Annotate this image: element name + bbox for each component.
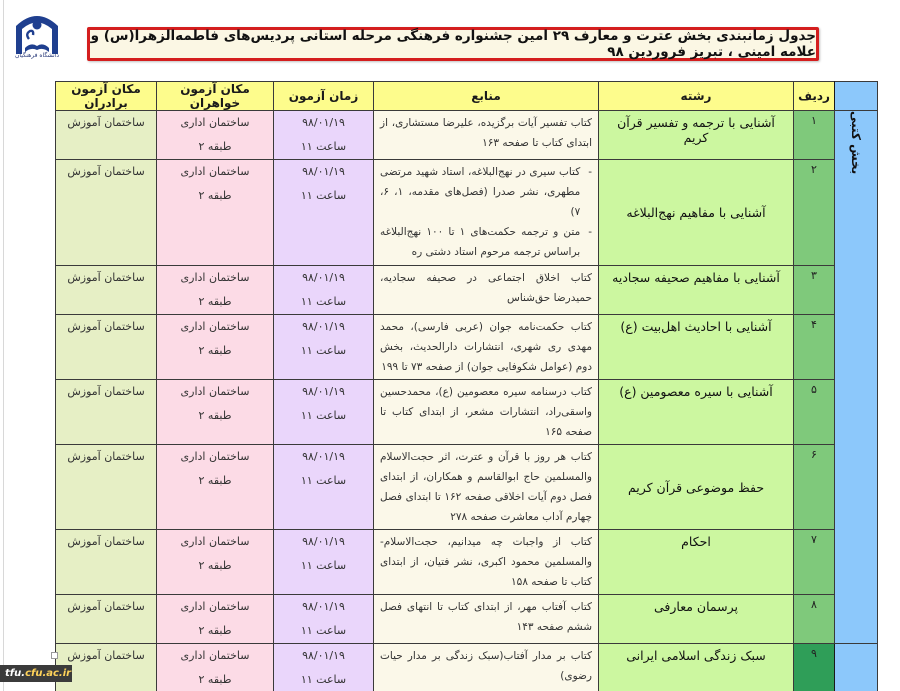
row-time: [274, 160, 374, 266]
sisters-building: ساختمان اداری: [180, 320, 250, 333]
row-index: ۸: [794, 595, 835, 644]
table-row: [56, 111, 878, 160]
row-field: آشنایی با ترجمه و تفسیر قرآن کریم: [599, 111, 794, 160]
row-index: ۶: [794, 445, 835, 530]
schedule-table: [55, 81, 878, 691]
exam-hour: ساعت ۱۱: [300, 344, 347, 357]
logo-emblem-icon: [12, 8, 62, 58]
row-brothers-location: ساختمان آموزش: [56, 445, 157, 530]
row-brothers-location: ساختمان آموزش: [56, 160, 157, 266]
row-brothers-location: ساختمان آموزش: [56, 111, 157, 160]
row-time: [274, 111, 374, 160]
row-time: [274, 315, 374, 380]
table-resize-handle[interactable]: [51, 652, 58, 659]
table-row: [56, 644, 878, 691]
source-text: کتاب درسنامه سیره معصومین (ع)، محمدحسین واسقی‌راد، انتشارات مشعر، از ابتدای کتاب تا صفحه ۱۶۵: [380, 386, 592, 438]
row-field: آشنایی با سیره معصومین (ع): [599, 380, 794, 445]
sisters-building: ساختمان اداری: [180, 385, 250, 398]
section-cell-empty: [835, 644, 878, 691]
header-time: زمان آزمون: [274, 82, 374, 111]
watermark-domain: cfu.ac.ir: [25, 668, 72, 679]
source-text: کتاب هر روز با قرآن و عترت، اثر حجت‌الاسلام والمسلمین حاج ابوالقاسم و همکاران، از ابتدای فصل دوم آیات اخلاقی صفحه ۱۶۲ تا ابتدای فصل چهارم آداب معاشرت صفحه ۲۷۸: [380, 451, 592, 523]
exam-hour: ساعت ۱۱: [300, 140, 347, 153]
source-bullet: - متن و ترجمه حکمت‌های ۱ تا ۱۰۰ نهج‌البلاغه براساس ترجمه مرحوم استاد دشتی ره: [380, 222, 592, 262]
sisters-building: ساختمان اداری: [180, 649, 250, 662]
exam-hour: ساعت ۱۱: [300, 409, 347, 422]
row-sisters-location: [157, 111, 274, 160]
table-row: [56, 530, 878, 595]
row-sisters-location: [157, 266, 274, 315]
row-time: [274, 266, 374, 315]
row-time: [274, 595, 374, 644]
sisters-floor: طبقه ۲: [198, 409, 232, 422]
exam-hour: ساعت ۱۱: [300, 673, 347, 686]
sisters-building: ساختمان اداری: [180, 165, 250, 178]
row-time: [274, 530, 374, 595]
section-label: بخش کتبی: [849, 111, 863, 175]
exam-date: ۹۸/۰۱/۱۹: [302, 535, 345, 548]
row-sisters-location: [157, 315, 274, 380]
exam-date: ۹۸/۰۱/۱۹: [302, 385, 345, 398]
exam-hour: ساعت ۱۱: [300, 559, 347, 572]
logo-caption: دانشگاه فرهنگیان: [14, 52, 60, 59]
row-brothers-location: ساختمان آموزش: [56, 530, 157, 595]
university-logo: [12, 8, 62, 70]
header-section-cell: [835, 82, 878, 111]
source-text: متن و ترجمه حکمت‌های ۱ تا ۱۰۰ نهج‌البلاغه براساس ترجمه مرحوم استاد دشتی ره: [380, 226, 581, 258]
row-brothers-location: ساختمان آموزش: [56, 315, 157, 380]
sisters-floor: طبقه ۲: [198, 295, 232, 308]
source-text: کتاب آفتاب مهر، از ابتدای کتاب تا انتهای فصل ششم صفحه ۱۴۳: [380, 601, 592, 633]
table-header-row: [56, 82, 878, 111]
row-index: ۹: [794, 644, 835, 691]
sisters-building: ساختمان اداری: [180, 116, 250, 129]
row-field: حفظ موضوعی قرآن کریم: [599, 445, 794, 530]
header-sisters-location: مکان آزمون خواهران: [157, 82, 274, 111]
exam-hour: ساعت ۱۱: [300, 624, 347, 637]
row-time: [274, 445, 374, 530]
exam-date: ۹۸/۰۱/۱۹: [302, 450, 345, 463]
site-watermark: [0, 665, 72, 682]
page-edge-rule: [3, 0, 4, 691]
exam-date: ۹۸/۰۱/۱۹: [302, 271, 345, 284]
row-brothers-location: ساختمان آموزش: [56, 644, 157, 691]
sisters-floor: طبقه ۲: [198, 189, 232, 202]
exam-date: ۹۸/۰۱/۱۹: [302, 649, 345, 662]
row-field: آشنایی با مفاهیم صحیفه سجادیه: [599, 266, 794, 315]
page-title: جدول زمانبندی بخش عترت و معارف ۲۹ امین جشنواره فرهنگی مرحله استانی پردیس‌های فاطمه‌الزهرا(س) و علامه امینی ، تبریز فروردین ۹۸: [87, 27, 819, 61]
row-sisters-location: [157, 644, 274, 691]
row-sources: [374, 530, 599, 595]
exam-date: ۹۸/۰۱/۱۹: [302, 320, 345, 333]
row-sources: [374, 445, 599, 530]
row-field: آشنایی با احادیث اهل‌بیت (ع): [599, 315, 794, 380]
row-index: ۱: [794, 111, 835, 160]
exam-hour: ساعت ۱۱: [300, 189, 347, 202]
row-field: آشنایی با مفاهیم نهج‌البلاغه: [599, 160, 794, 266]
header-sources: منابع: [374, 82, 599, 111]
table-row: [56, 160, 878, 266]
source-bullet: - کتاب سیری در نهج‌البلاغه، استاد شهید مرتضی مطهری، نشر صدرا (فصل‌های مقدمه، ۱، ۶، ۷): [380, 162, 592, 222]
row-sources: [374, 644, 599, 691]
row-brothers-location: ساختمان آموزش: [56, 595, 157, 644]
sisters-floor: طبقه ۲: [198, 344, 232, 357]
header-index: ردیف: [794, 82, 835, 111]
exam-date: ۹۸/۰۱/۱۹: [302, 600, 345, 613]
row-index: ۲: [794, 160, 835, 266]
row-field: سبک زندگی اسلامی ایرانی: [599, 644, 794, 691]
source-text: کتاب بر مدار آفتاب(سبک زندگی بر مدار حیات رضوی): [380, 650, 592, 682]
sisters-floor: طبقه ۲: [198, 474, 232, 487]
watermark-prefix: tfu.: [5, 668, 26, 679]
row-sources: [374, 160, 599, 266]
row-index: ۳: [794, 266, 835, 315]
row-sources: [374, 595, 599, 644]
header-field: رشته: [599, 82, 794, 111]
row-brothers-location: ساختمان آموزش: [56, 266, 157, 315]
row-sisters-location: [157, 530, 274, 595]
table-row: [56, 595, 878, 644]
sisters-floor: طبقه ۲: [198, 140, 232, 153]
exam-hour: ساعت ۱۱: [300, 474, 347, 487]
row-field: پرسمان معارفی: [599, 595, 794, 644]
row-sisters-location: [157, 160, 274, 266]
sisters-building: ساختمان اداری: [180, 535, 250, 548]
row-sources: [374, 380, 599, 445]
table-row: [56, 445, 878, 530]
header-brothers-location: مکان آزمون برادران: [56, 82, 157, 111]
exam-hour: ساعت ۱۱: [300, 295, 347, 308]
source-text: کتاب اخلاق اجتماعی در صحیفه سجادیه، حمیدرضا حق‌شناس: [380, 272, 592, 304]
sisters-floor: طبقه ۲: [198, 624, 232, 637]
row-sisters-location: [157, 380, 274, 445]
table-row: [56, 380, 878, 445]
table-row: [56, 266, 878, 315]
row-sisters-location: [157, 595, 274, 644]
exam-date: ۹۸/۰۱/۱۹: [302, 165, 345, 178]
section-label-cell: [835, 111, 878, 644]
row-index: ۴: [794, 315, 835, 380]
sisters-building: ساختمان اداری: [180, 450, 250, 463]
row-time: [274, 644, 374, 691]
source-text: کتاب از واجبات چه میدانیم، حجت‌الاسلام-والمسلمین محمود اکبری، نشر فتیان، از ابتدای کتاب تا صفحه ۱۵۸: [380, 536, 592, 588]
sisters-floor: طبقه ۲: [198, 559, 232, 572]
row-sources: [374, 266, 599, 315]
sisters-floor: طبقه ۲: [198, 673, 232, 686]
row-sources: [374, 111, 599, 160]
source-text: کتاب تفسیر آیات برگزیده، علیرضا مستشاری، از ابتدای کتاب تا صفحه ۱۶۳: [380, 117, 592, 149]
row-sisters-location: [157, 445, 274, 530]
table-row: [56, 315, 878, 380]
row-time: [274, 380, 374, 445]
row-field: احکام: [599, 530, 794, 595]
source-text: کتاب سیری در نهج‌البلاغه، استاد شهید مرتضی مطهری، نشر صدرا (فصل‌های مقدمه، ۱، ۶، ۷): [380, 166, 581, 218]
source-text: کتاب حکمت‌نامه جوان (عربی فارسی)، محمد مهدی ری شهری، انتشارات دارالحدیث، بخش دوم (عوامل شکوفایی جوان) از صفحه ۷۳ تا ۱۹۹: [380, 321, 592, 373]
row-index: ۷: [794, 530, 835, 595]
sisters-building: ساختمان اداری: [180, 600, 250, 613]
sisters-building: ساختمان اداری: [180, 271, 250, 284]
exam-date: ۹۸/۰۱/۱۹: [302, 116, 345, 129]
row-sources: [374, 315, 599, 380]
row-brothers-location: ساختمان آموزش: [56, 380, 157, 445]
row-index: ۵: [794, 380, 835, 445]
